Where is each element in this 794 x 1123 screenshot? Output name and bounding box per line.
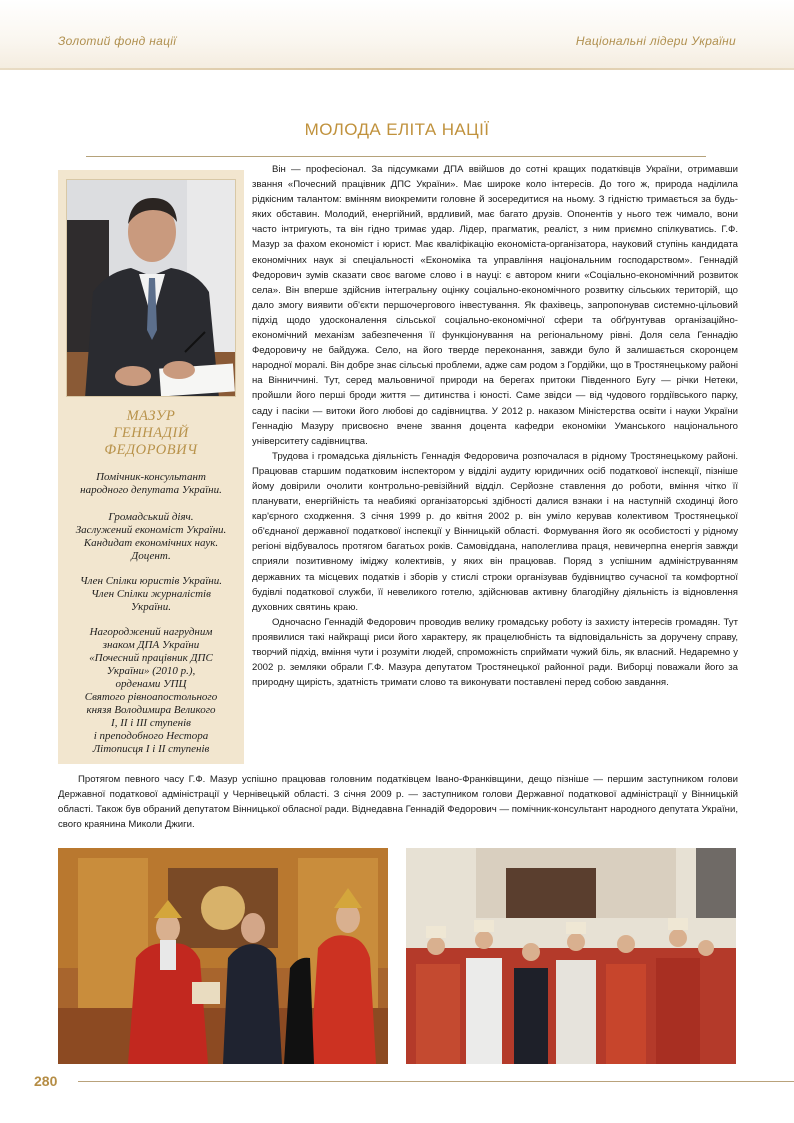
name-first: ГЕННАДІЙ	[113, 425, 189, 441]
name-patronymic: ФЕДОРОВИЧ	[104, 442, 198, 458]
clergy-group-illustration	[406, 848, 736, 1064]
membership-line: Член Спілки юристів України.	[79, 575, 223, 587]
award-line: князя Володимира Великого	[86, 704, 216, 716]
position-line: Помічник-консультант	[96, 471, 206, 483]
paragraph: Одночасно Геннадій Федорович проводив велику громадську роботу із захисту інтересів громадян. Тут проявилися такі найкращі риси його характеру, як працелюбність та відповідальність за доручену справу, творчий підхід, вміння чути і розуміти людей, спроможність сприймати чужий біль, як власний. Недаремно у 2002 р. земляки обрали Г.Ф. Мазура депутатом Тростянецької районної ради. Виборці поважали його за природну щирість, здатність тримати слово та виконувати поставлені перед собою завдання.	[252, 616, 738, 689]
title-line: Доцент.	[131, 550, 171, 562]
person-name	[58, 408, 244, 459]
running-header-right: Національні лідери України	[575, 34, 736, 48]
title-line: Громадський діяч.	[108, 511, 194, 523]
profile-sidebar	[58, 170, 244, 764]
award-line: орденами УПЦ	[115, 678, 187, 690]
position-block	[58, 471, 244, 497]
award-line: Літописця І і ІІ ступенів	[92, 743, 210, 755]
memberships-block	[58, 575, 244, 614]
church-award-photo	[58, 848, 388, 1064]
name-surname: МАЗУР	[126, 408, 176, 424]
award-line: Святого рівноапостольного	[84, 691, 218, 703]
titles-block	[58, 511, 244, 563]
title-line: Заслужений економіст України.	[75, 524, 227, 536]
section-title: МОЛОДА ЕЛІТА НАЦІЇ	[304, 120, 490, 139]
paragraph: Трудова і громадська діяльність Геннадія Федоровича розпочалася в рідному Тростянецькому районі. Працював старшим податковим інспектором у відділі аудиту юридичних осіб податкової інспекції, пізніше йому довірили очолити контрольно-ревізійний відділ. Серйозне ставлення до роботи, вміння чітко її планувати, енергійність та неабиякі організаторські здібності далися взнаки і на наступній сходинці його кар'єрного сходження. З січня 1999 р. до квітня 2002 р. він уміло керував колективом Тростянецької об'єднаної державної податкової інспекції у Вінницькій області. Формування його як особистості у рідному регіоні відбувалось протягом багатьох років. Самовіддана, наполеглива праця, невичерпна енергія завжди сприяли позитивному іміджу колективів, у яких він працював. Поряд з успішним адмініструванням державних та місцевих податків і зборів у стислі строки організував будівництво сучасної та комфортної будівлі податкової служби, її невеликого готелю, здійснював активну благодійну діяльність із відновлення духовних святинь краю.	[252, 450, 738, 613]
membership-line: України.	[130, 601, 172, 613]
title-line: Кандидат економічних наук.	[83, 537, 219, 549]
award-line: України» (2010 р.),	[106, 665, 196, 677]
award-line: «Почесний працівник ДПС	[89, 652, 213, 664]
page-number: 280	[34, 1073, 58, 1089]
article-body	[252, 162, 738, 690]
paragraph: Протягом певного часу Г.Ф. Мазур успішно працював головним податківцем Івано-Франківщини, дещо пізніше — першим заступником голови Державної податкової адміністрації у Чернівецькій області. З січня 2009 р. — заступником голови Державної податкової адміністрації у Вінницькій області. Також був обраний депутатом Вінницької обласної ради. Віднедавна Геннадій Федорович — помічник-консультант народного депутата України, свого краянина Миколи Джиги.	[58, 774, 738, 831]
running-header-left: Золотий фонд нації	[58, 34, 177, 48]
awards-block	[58, 626, 244, 756]
paragraph: Він — професіонал. За підсумками ДПА ввійшов до сотні кращих податківців України, отримавши звання «Почесний працівник ДПС України». Має широке коло інтересів. До того ж, природа наділила рідкісним талантом: вмінням виокремити головне й зосередитися на ньому. З гідністю тримається за будь-яких обставин. Молодий, енергійний, врдливий, має багато друзів. Опонентів у нього теж чимало, вони часто інтригують, та він гідно тримає удар. Лідер, прагматик, реаліст, з ним приємно спілкуватись. Г.Ф. Мазур за фахом економіст і юрист. Має кваліфікацію економіста-організатора, науковий ступінь кандидата економічних наук зі спеціальності «Економіка та управління національним господарством». Геннадій Федорович зумів сказати своє вагоме слово і в науці: є автором книги «Соціально-економічний розвиток села». Він вперше здійснив інтегральну оцінку соціально-економічного розвитку сільських територій, що дало змогу виявити об'єкти першочергового інвестування. Як фахівець, запропонував системно-цільовий підхід щодо удосконалення сільської соціально-економічної сфери та обґрунтував організаційно-економічний механізм забезпечення її функціонування на регіональному рівні. Доля села Геннадію Федоровичу не байдужа. Село, на його тверде переконання, завжди було й залишається скоронцем народної моралі. Він добре знає сільські проблеми, адже сам родом з Гордійки, що в Тростянецькому районі на Вінниччині. Тут, серед мальовничої природи на берегах притоки Південного Бугу — річки Нетеки, пройшли його перші броди життя — дитинства і юності. Саме звідси — від чудового гордіївського парку, саду і пасіки — витоки його любові до садівництва. У 2012 р. наказом Міністерства освіти і науки України Геннадію Мазуру присвоєно вчене звання доцента кафедри економіки Уманського національного університету садівництва.	[252, 164, 738, 447]
position-line: народного депутата України.	[80, 484, 222, 496]
church-award-illustration	[58, 848, 388, 1064]
award-line: і преподобного Нестора	[93, 730, 209, 742]
portrait-illustration	[67, 180, 236, 397]
clergy-group-photo	[406, 848, 736, 1064]
membership-line: Член Спілки журналістів	[91, 588, 211, 600]
award-line: Нагороджений нагрудним	[89, 626, 213, 638]
article-body-wide	[58, 772, 738, 832]
header-divider	[0, 68, 794, 70]
award-line: І, ІІ і ІІІ ступенів	[111, 717, 191, 729]
title-divider	[86, 156, 706, 157]
portrait-photo	[66, 179, 236, 397]
award-line: знаком ДПА України	[102, 639, 200, 651]
footer-divider	[78, 1081, 794, 1082]
